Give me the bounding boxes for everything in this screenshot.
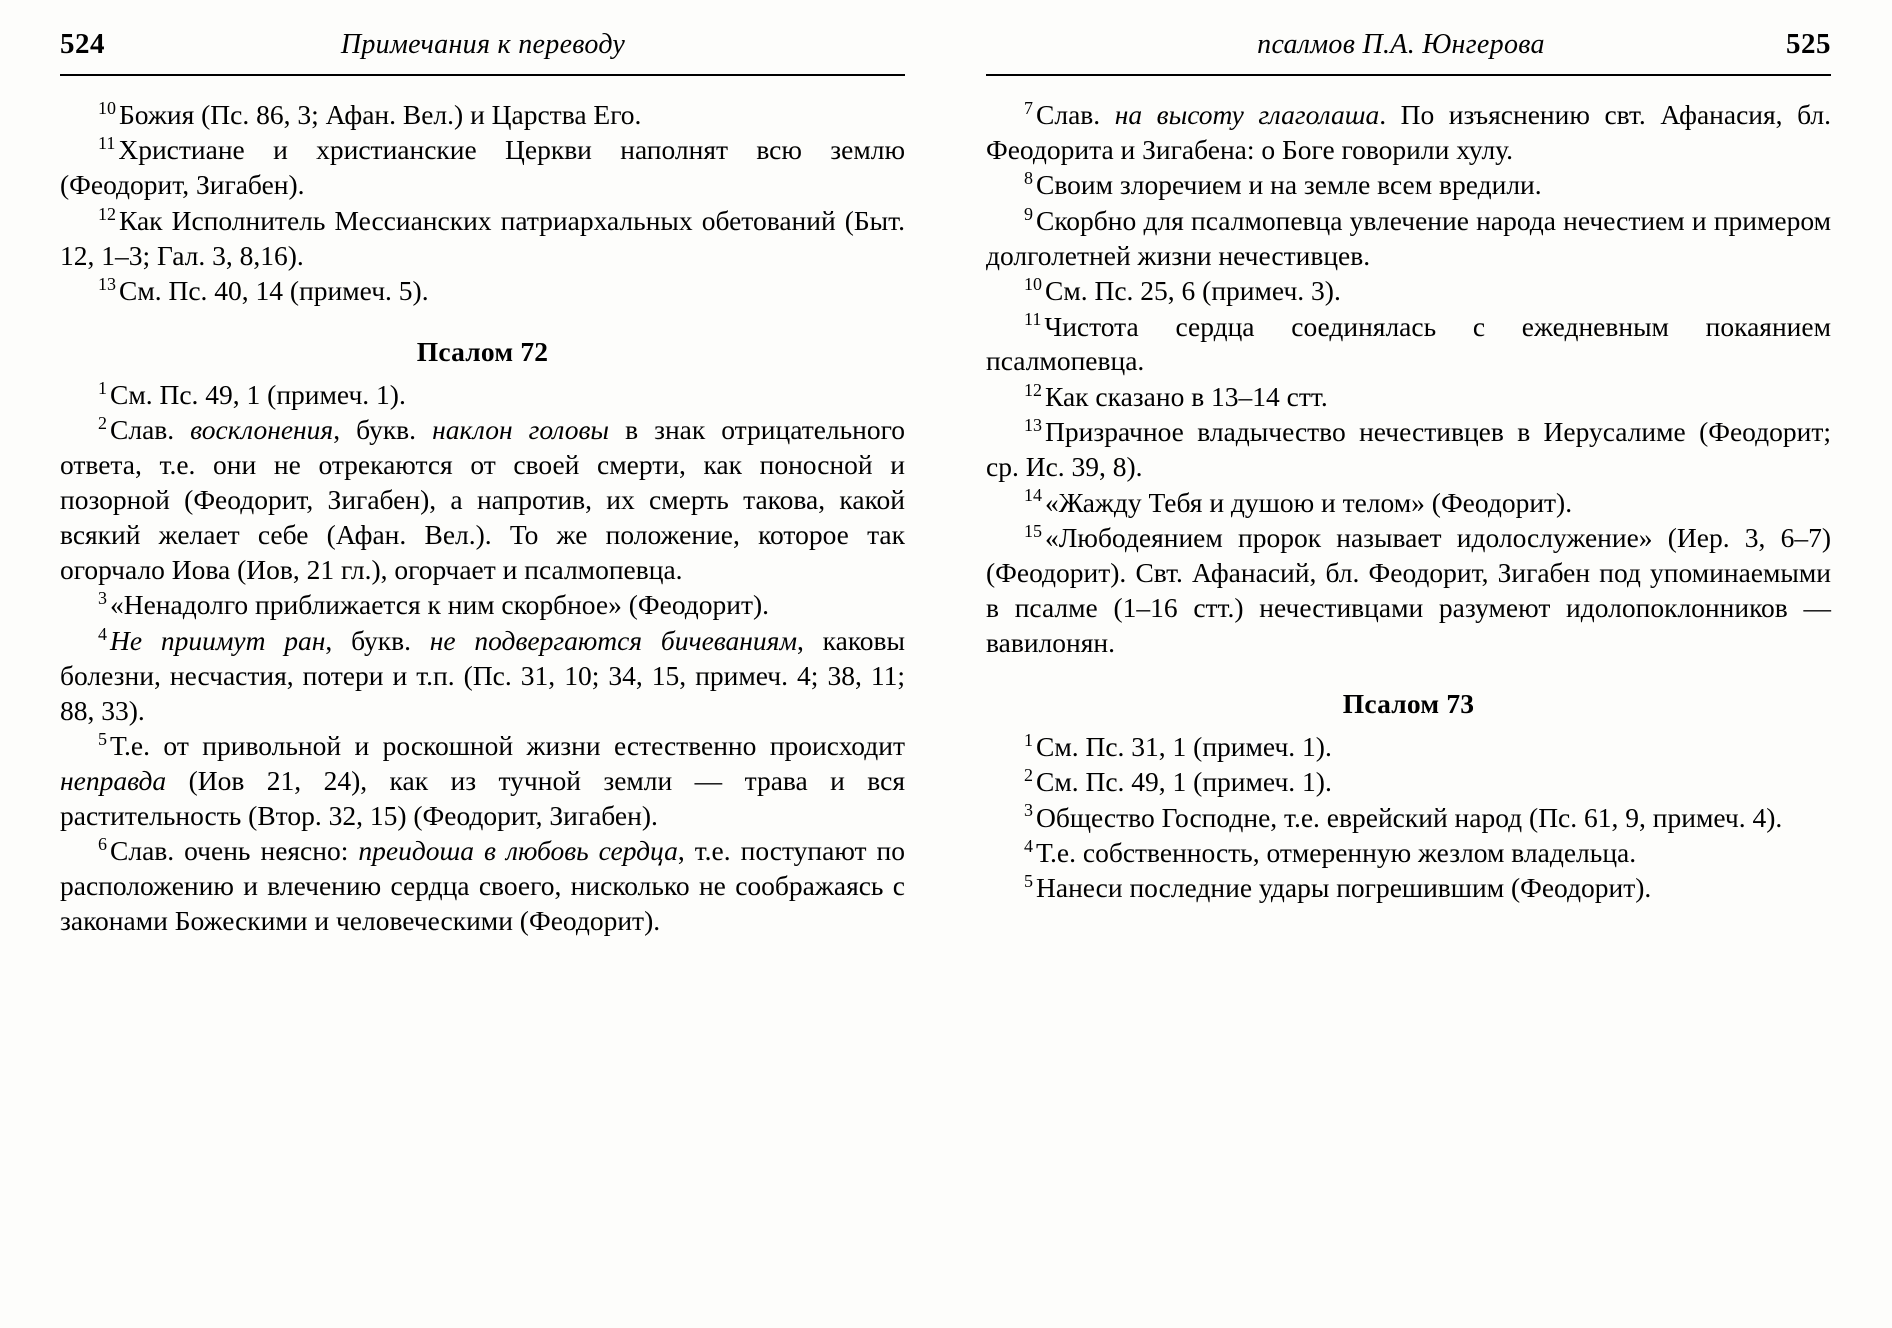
footnote-text: «Ненадолго приближается к ним скорбное» (Феодорит). — [110, 589, 770, 621]
left-notes-psalm-72 — [60, 378, 905, 939]
footnote-item — [60, 98, 905, 133]
footnote-number: 8 — [1024, 168, 1033, 189]
footnote-item — [986, 871, 1831, 906]
footnote-item — [60, 204, 905, 274]
footnote-text: Т.е. от привольной и роскошной жизни естественно происходит — [110, 730, 905, 762]
footnote-emphasis: восклонения — [190, 414, 334, 446]
two-page-spread — [60, 28, 1832, 1290]
footnote-number: 4 — [1024, 835, 1033, 856]
footnote-item — [986, 380, 1831, 415]
footnote-number: 12 — [98, 203, 116, 224]
footnote-item — [986, 98, 1831, 168]
left-page-number: 524 — [60, 28, 105, 60]
footnote-text: Общество Господне, т.е. еврейский народ (Пс. 61, 9, примеч. 4). — [1036, 801, 1783, 833]
footnote-number: 9 — [1024, 203, 1033, 224]
footnote-text: «Любодеянием пророк называет идолослужение» (Иер. 3, 6–7) (Феодорит). Свт. Афанасий, бл. Феодорит, Зигабен под упоминаемыми в псалме (1–16 стт.) нечестивцами разумеют идолопоклонников — вавилонян. — [986, 522, 1831, 658]
footnote-number: 13 — [98, 273, 116, 294]
footnote-text: Призрачное владычество нечестивцев в Иерусалиме (Феодорит; ср. Ис. 39, 8). — [986, 416, 1831, 483]
footnote-item — [986, 765, 1831, 800]
footnote-text: См. Пс. 49, 1 (примеч. 1). — [1036, 766, 1332, 798]
footnote-number: 2 — [98, 413, 107, 434]
footnote-text: Как Исполнитель Мессианских патриархальных обетований (Быт. 12, 1–3; Гал. 3, 8,16). — [60, 204, 905, 271]
footnote-item — [60, 729, 905, 834]
footnote-number: 11 — [1024, 309, 1042, 330]
footnote-text: Слав. — [1036, 99, 1115, 130]
right-notes-top — [986, 98, 1831, 661]
footnote-text: Божия (Пс. 86, 3; Афан. Вел.) и Царства Его. — [119, 99, 642, 130]
right-page-body — [986, 98, 1831, 906]
psalm-heading-73: Псалом 73 — [1342, 687, 1475, 719]
left-notes-top — [60, 98, 905, 309]
footnote-number: 5 — [1024, 871, 1033, 892]
footnote-number: 13 — [1024, 415, 1042, 436]
footnote-item — [986, 521, 1831, 661]
footnote-item — [986, 836, 1831, 871]
footnote-item — [986, 168, 1831, 203]
footnote-number: 6 — [98, 834, 107, 855]
footnote-number: 10 — [98, 97, 116, 118]
footnote-text: Как сказано в 13–14 стт. — [1045, 380, 1328, 412]
footnote-number: 1 — [1024, 729, 1033, 750]
footnote-text: Слав. очень неясно: — [110, 835, 359, 867]
footnote-emphasis: преидоша в любовь сердца — [358, 835, 678, 867]
footnote-item — [60, 588, 905, 623]
footnote-emphasis: неправда — [60, 765, 167, 797]
footnote-text: . По изъяснению свт. Афанасия, бл. Феодорита и Зигабена: о Боге говорили хулу. — [986, 99, 1831, 165]
footnote-number: 4 — [98, 623, 107, 644]
footnote-number: 1 — [98, 377, 107, 398]
footnote-text: Нанеси последние удары погрешившим (Феодорит). — [1036, 872, 1652, 904]
footnote-item — [986, 801, 1831, 836]
footnote-text: Слав. — [110, 414, 191, 446]
footnote-item — [60, 624, 905, 729]
footnote-number: 15 — [1024, 520, 1042, 541]
footnote-text: Христиане и христианские Церкви наполнят всю землю (Феодорит, Зигабен). — [60, 134, 905, 201]
footnote-text: Т.е. собственность, отмеренную жезлом владельца. — [1036, 836, 1637, 868]
footnote-item — [986, 415, 1831, 485]
footnote-text: Своим злоречием и на земле всем вредили. — [1036, 169, 1542, 201]
footnote-text: в знак отрицательного ответа, т.е. они не отрекаются от своей смерти, как поносной и позорной (Феодорит, Зигабен), а напротив, их смерть такова, какой всякий желает себе (Афан. Вел.). То же положение, которое так огорчало Иова (Иов, 21 гл.), огорчает и псалмопевца. — [60, 414, 905, 586]
footnote-text: См. Пс. 40, 14 (примеч. 5). — [119, 275, 429, 307]
footnote-item — [986, 310, 1831, 380]
footnote-item — [60, 834, 905, 939]
footnote-item — [986, 730, 1831, 765]
footnote-item — [60, 274, 905, 309]
left-running-title: Примечания к переводу — [340, 29, 626, 60]
footnote-text: См. Пс. 25, 6 (примеч. 3). — [1045, 275, 1341, 307]
footnote-item — [986, 204, 1831, 274]
footnote-text: Скорбно для псалмопевца увлечение народа нечестием и примером долголетней жизни нечестивцев. — [986, 204, 1831, 271]
footnote-text: , т.е. поступают по расположению и влечению сердца своего, нисколько не соображаясь с законами Божескими и человеческими (Феодорит). — [60, 835, 905, 937]
footnote-text: , букв. — [325, 624, 430, 656]
footnote-text: «Жажду Тебя и душою и телом» (Феодорит). — [1045, 486, 1573, 518]
footnote-emphasis: Не приимут ран — [110, 624, 326, 656]
footnote-text: , букв. — [333, 414, 433, 446]
footnote-emphasis: наклон головы — [432, 414, 610, 446]
footnote-text: См. Пс. 31, 1 (примеч. 1). — [1036, 730, 1332, 762]
right-page-number: 525 — [1786, 28, 1831, 60]
left-running-head — [60, 28, 905, 76]
footnote-number: 10 — [1024, 273, 1042, 294]
right-notes-psalm-73 — [986, 730, 1831, 907]
footnote-item — [60, 133, 905, 203]
footnote-number: 7 — [1024, 97, 1033, 118]
right-running-title: псалмов П.А. Юнгерова — [1257, 29, 1545, 60]
footnote-number: 12 — [1024, 379, 1042, 400]
footnote-text: , каковы болезни, несчастия, потери и т.п. (Пс. 31, 10; 34, 15, примеч. 4; 38, 11; 88, 33). — [60, 624, 905, 726]
left-page — [60, 28, 945, 1290]
footnote-item — [986, 486, 1831, 521]
footnote-number: 11 — [98, 133, 116, 154]
footnote-item — [60, 413, 905, 588]
footnote-number: 3 — [1024, 800, 1033, 821]
footnote-emphasis: на высоту глаголаша — [1114, 99, 1380, 130]
left-page-body — [60, 98, 905, 939]
footnote-number: 5 — [98, 729, 107, 750]
footnote-item — [60, 378, 905, 413]
footnote-text: См. Пс. 49, 1 (примеч. 1). — [110, 378, 406, 410]
footnote-text: (Иов 21, 24), как из тучной земли — трава и вся растительность (Втор. 32, 15) (Феодорит, Зигабен). — [60, 765, 905, 832]
right-page — [945, 28, 1831, 1290]
footnote-number: 2 — [1024, 764, 1033, 785]
footnote-item — [986, 274, 1831, 309]
footnote-number: 14 — [1024, 485, 1042, 506]
footnote-emphasis: не подвергаются бичеваниям — [429, 624, 797, 656]
footnote-number: 3 — [98, 588, 107, 609]
psalm-heading-72: Псалом 72 — [416, 336, 549, 368]
right-running-head — [986, 28, 1831, 76]
footnote-text: Чистота сердца соединялась с ежедневным покаянием псалмопевца. — [986, 310, 1831, 377]
